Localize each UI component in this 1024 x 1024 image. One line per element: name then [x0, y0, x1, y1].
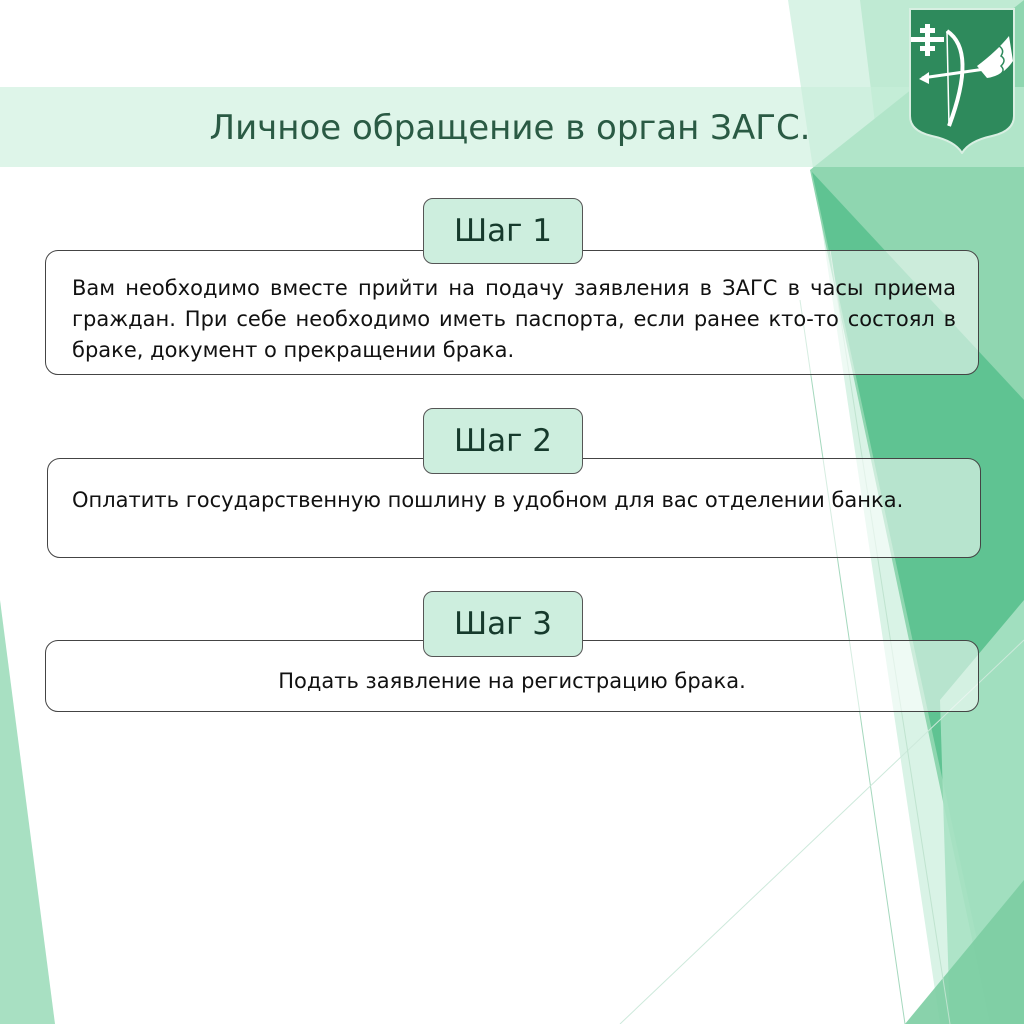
step-3-label: Шаг 3 [423, 591, 583, 657]
step-1-text: Вам необходимо вместе прийти на подачу заявления в ЗАГС в часы приема граждан. При себе необходимо иметь паспорта, если ранее кто-то состоял в браке, документ о прекращении брака. [72, 276, 956, 362]
step-3-text: Подать заявление на регистрацию брака. [278, 669, 746, 693]
coat-of-arms-archer-icon [907, 6, 1017, 154]
slide-title: Личное обращение в орган ЗАГС. [209, 108, 811, 148]
step-1-label: Шаг 1 [423, 198, 583, 264]
step-2-label: Шаг 2 [423, 408, 583, 474]
step-2-text: Оплатить государственную пошлину в удобном для вас отделении банка. [72, 488, 904, 512]
